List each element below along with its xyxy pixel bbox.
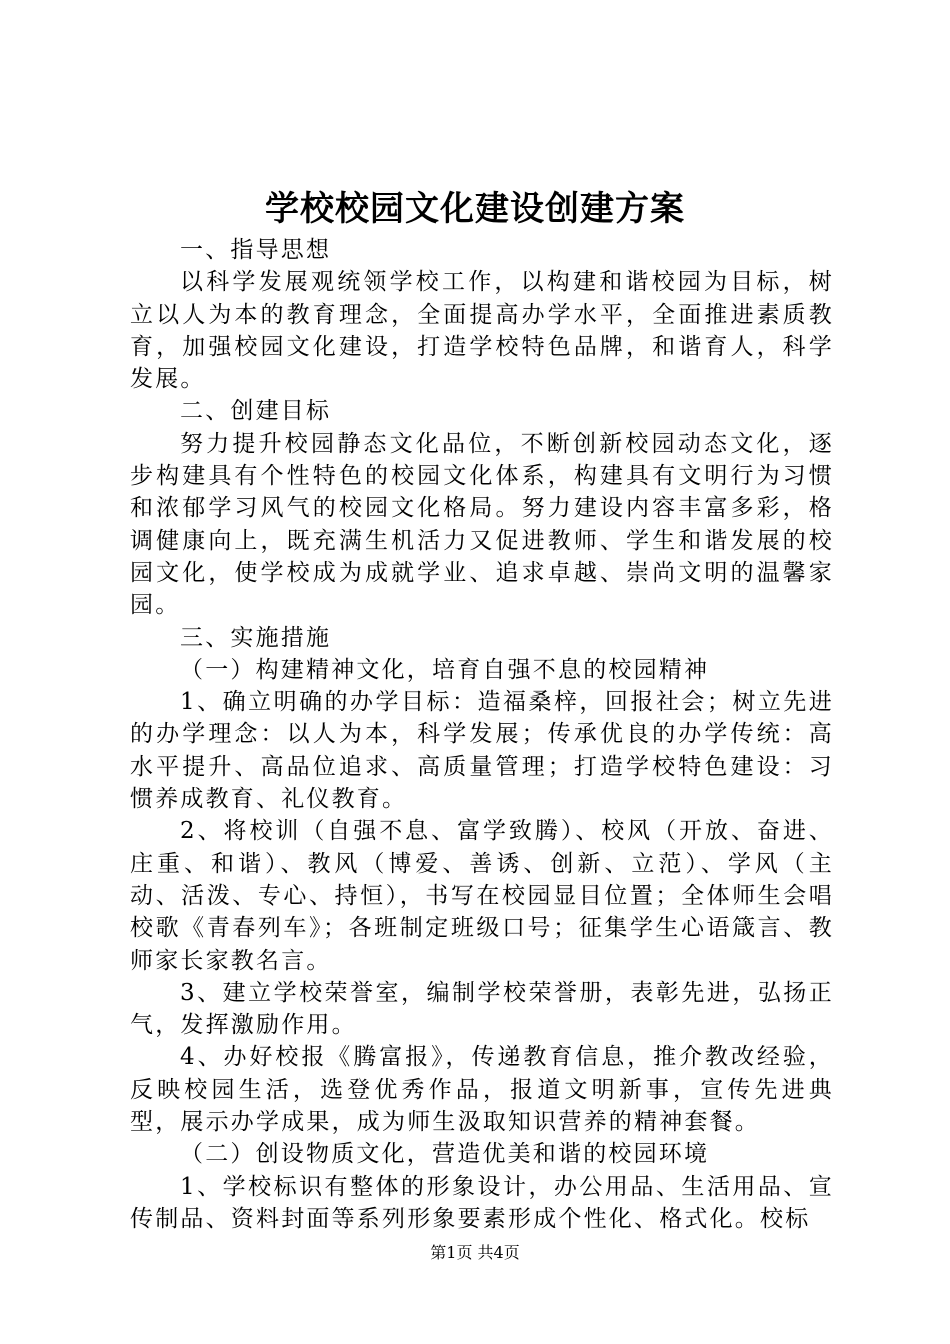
list-item: 1、学校标识有整体的形象设计，办公用品、生活用品、宣传制品、资料封面等系列形象要素形成个性化、格式化。校标 (130, 1173, 834, 1232)
paragraph: 以科学发展观统领学校工作，以构建和谐校园为目标，树立以人为本的教育理念，全面提高办学水平，全面推进素质教育，加强校园文化建设，打造学校特色品牌，和谐育人，科学发展。 (130, 269, 834, 393)
document-title: 学校校园文化建设创建方案 (265, 189, 685, 229)
section-heading-measures: 三、实施措施 (180, 624, 332, 651)
subsection-heading-spiritual-culture: （一）构建精神文化，培育自强不息的校园精神 (180, 656, 710, 683)
page-footer: 第1页 共4页 (430, 1243, 520, 1262)
list-item: 4、办好校报《腾富报》，传递教育信息，推介教改经验，反映校园生活，选登优秀作品，报道文明新事，宣传先进典型，展示办学成果，成为师生汲取知识营养的精神套餐。 (130, 1044, 834, 1136)
paragraph: 努力提升校园静态文化品位，不断创新校园动态文化，逐步构建具有个性特色的校园文化体系，构建具有文明行为习惯和浓郁学习风气的校园文化格局。努力建设内容丰富多彩，格调健康向上，既充满生机活力又促进教师、学生和谐发展的校园文化，使学校成为成就学业、追求卓越、崇尚文明的温馨家园。 (130, 430, 834, 619)
subsection-heading-material-culture: （二）创设物质文化，营造优美和谐的校园环境 (180, 1141, 710, 1168)
section-heading-guiding-thought: 一、指导思想 (180, 237, 332, 263)
list-item: 2、将校训（自强不息、富学致腾）、校风（开放、奋进、庄重、和谐）、教风（博爱、善诱、创新、立范）、学风（主动、活泼、专心、持恒），书写在校园显目位置；全体师生会唱校歌《青春列车》；各班制定班级口号；征集学生心语箴言、教师家长家教名言。 (130, 818, 834, 974)
section-heading-goals: 二、创建目标 (180, 398, 332, 425)
document-body (130, 234, 834, 1235)
list-item: 3、建立学校荣誉室，编制学校荣誉册，表彰先进，弘扬正气，发挥激励作用。 (130, 979, 834, 1039)
list-item: 1、确立明确的办学目标：造福桑梓，回报社会；树立先进的办学理念：以人为本，科学发展；传承优良的办学传统：高水平提升、高品位追求、高质量管理；打造学校特色建设：习惯养成教育、礼仪教育。 (130, 689, 834, 813)
